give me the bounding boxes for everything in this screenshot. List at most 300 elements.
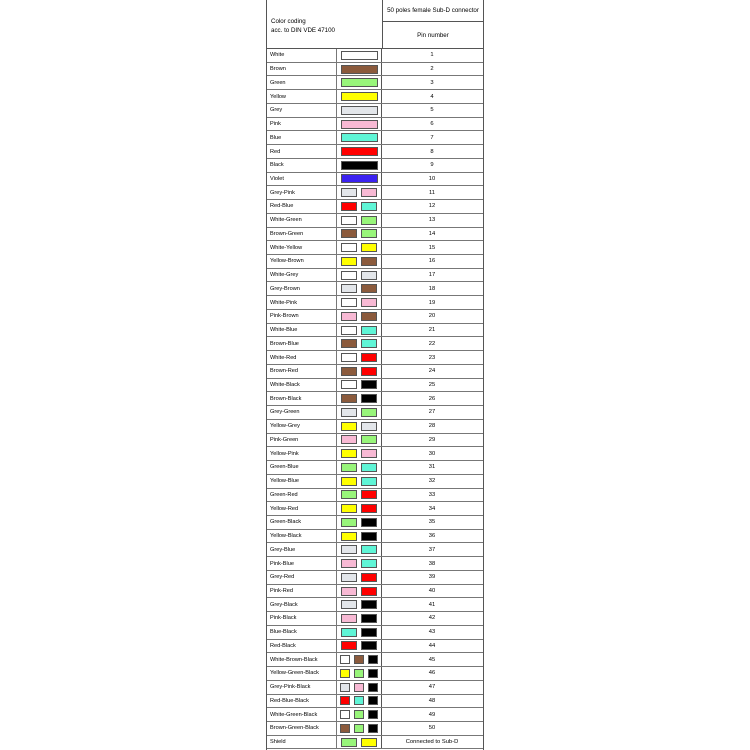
table-header (267, 0, 483, 49)
color-swatch (341, 51, 378, 60)
color-swatch-cell (337, 516, 382, 529)
color-swatch (341, 573, 357, 582)
pin-number: 34 (428, 505, 436, 512)
color-swatch (340, 655, 350, 664)
table-row (267, 708, 483, 722)
color-swatch-cell (337, 489, 382, 502)
color-swatch (354, 683, 364, 692)
pin-number: 37 (428, 546, 436, 553)
color-swatch-cell (337, 585, 382, 598)
color-swatch (361, 587, 377, 596)
color-swatch (341, 738, 357, 747)
pin-number-heading: Pin number (417, 31, 449, 39)
color-swatch (368, 710, 378, 719)
color-swatch (361, 229, 377, 238)
color-swatch-cell (337, 310, 382, 323)
color-swatch (341, 202, 357, 211)
color-swatch (361, 202, 377, 211)
table-row (267, 173, 483, 187)
color-swatch (361, 312, 377, 321)
color-swatch (341, 229, 357, 238)
color-swatch (341, 326, 357, 335)
connector-heading: 50 poles female Sub-D connector (383, 0, 483, 22)
pin-number: 31 (428, 464, 436, 471)
table-row (267, 722, 483, 736)
pin-number: 17 (428, 272, 436, 279)
color-swatch (354, 669, 364, 678)
table-row (267, 200, 483, 214)
color-swatch-cell (337, 63, 382, 76)
table-row (267, 612, 483, 626)
pin-number: 18 (428, 285, 436, 292)
table-row (267, 489, 483, 503)
color-swatch-cell (337, 681, 382, 694)
color-swatch-cell (337, 461, 382, 474)
color-name: Brown-Green (267, 228, 337, 241)
color-swatch (341, 394, 357, 403)
color-coding-heading-line2: acc. to DIN VDE 47100 (271, 27, 335, 34)
color-swatch (340, 710, 350, 719)
color-name: Green-Black (267, 516, 337, 529)
pin-number: 19 (428, 299, 436, 306)
color-name: Green-Blue (267, 461, 337, 474)
color-swatch (341, 65, 378, 74)
color-swatch (341, 106, 378, 115)
color-name: Yellow-Blue (267, 475, 337, 488)
color-swatch (341, 449, 357, 458)
color-swatch (341, 147, 378, 156)
color-swatch (361, 422, 377, 431)
table-row (267, 310, 483, 324)
table-row (267, 695, 483, 709)
color-name: Grey (267, 104, 337, 117)
color-swatch (368, 655, 378, 664)
pin-number: 20 (428, 313, 436, 320)
color-swatch-cell (337, 76, 382, 89)
color-swatch (361, 394, 377, 403)
color-name: Pink-Green (267, 434, 337, 447)
pin-number: 41 (428, 601, 436, 608)
color-swatch (341, 435, 357, 444)
color-swatch-cell (337, 351, 382, 364)
pin-number: 38 (428, 560, 436, 567)
color-name: White-Green-Black (267, 708, 337, 721)
table-row (267, 571, 483, 585)
color-name: Yellow (267, 90, 337, 103)
color-swatch-cell (337, 228, 382, 241)
color-name: Grey-Brown (267, 282, 337, 295)
table-row (267, 736, 483, 750)
pin-number: 21 (428, 327, 436, 334)
table-row (267, 653, 483, 667)
color-name: Yellow-Grey (267, 420, 337, 433)
color-swatch (341, 628, 357, 637)
color-swatch (361, 641, 377, 650)
color-swatch (361, 490, 377, 499)
pin-number: 7 (430, 134, 434, 141)
color-coding-table (266, 0, 484, 750)
color-name: Red-Black (267, 640, 337, 653)
color-name: Grey-Red (267, 571, 337, 584)
table-row (267, 90, 483, 104)
color-swatch-cell (337, 640, 382, 653)
table-row (267, 76, 483, 90)
color-swatch (361, 545, 377, 554)
color-swatch (361, 614, 377, 623)
color-swatch-cell (337, 131, 382, 144)
color-name: White (267, 49, 337, 62)
pin-number: 12 (428, 203, 436, 210)
color-swatch-cell (337, 118, 382, 131)
color-swatch (361, 326, 377, 335)
color-swatch-cell (337, 159, 382, 172)
table-row (267, 186, 483, 200)
color-swatch-cell (337, 214, 382, 227)
color-swatch (361, 243, 377, 252)
color-swatch-cell (337, 269, 382, 282)
color-swatch-cell (337, 722, 382, 735)
color-swatch-cell (337, 543, 382, 556)
color-swatch (341, 243, 357, 252)
pin-number: 40 (428, 588, 436, 594)
color-name: White-Pink (267, 296, 337, 309)
table-row (267, 667, 483, 681)
pin-number: 29 (428, 436, 436, 443)
color-swatch (361, 600, 377, 609)
pin-number: 4 (430, 93, 434, 100)
color-swatch (340, 683, 350, 692)
color-swatch (341, 78, 378, 87)
color-swatch-cell (337, 598, 382, 611)
table-row (267, 282, 483, 296)
pin-number: 9 (430, 162, 434, 169)
table-row (267, 63, 483, 77)
table-row (267, 118, 483, 132)
color-swatch-cell (337, 337, 382, 350)
color-swatch (368, 683, 378, 692)
color-name: Yellow-Green-Black (267, 667, 337, 680)
color-swatch (341, 559, 357, 568)
table-row (267, 640, 483, 654)
table-row (267, 159, 483, 173)
table-row (267, 475, 483, 489)
color-swatch (368, 669, 378, 678)
color-swatch (341, 380, 357, 389)
pin-number: 10 (428, 175, 436, 182)
table-row (267, 324, 483, 338)
pin-number: 14 (428, 230, 436, 237)
table-row (267, 145, 483, 159)
color-name: Brown-Blue (267, 337, 337, 350)
table-row (267, 228, 483, 242)
pin-number: 2 (430, 66, 434, 73)
pin-number: 30 (428, 450, 436, 457)
color-name: Green-Red (267, 489, 337, 502)
color-swatch (361, 284, 377, 293)
pin-number: 27 (428, 409, 436, 416)
pin-number: 23 (428, 354, 436, 361)
color-swatch-cell (337, 186, 382, 199)
color-swatch-cell (337, 530, 382, 543)
pin-number: 24 (428, 368, 436, 375)
color-name: Violet (267, 173, 337, 186)
color-swatch (341, 188, 357, 197)
color-swatch (341, 463, 357, 472)
color-name: Pink-Blue (267, 557, 337, 570)
color-swatch (361, 449, 377, 458)
color-swatch (341, 587, 357, 596)
table-row (267, 626, 483, 640)
color-swatch (361, 573, 377, 582)
color-swatch (361, 339, 377, 348)
color-swatch (341, 339, 357, 348)
table-row (267, 49, 483, 63)
table-row (267, 681, 483, 695)
color-swatch (361, 298, 377, 307)
table-row (267, 447, 483, 461)
color-swatch-cell (337, 104, 382, 117)
table-row (267, 269, 483, 283)
color-swatch (341, 600, 357, 609)
pin-number: 1 (430, 52, 434, 59)
color-swatch (354, 655, 364, 664)
color-swatch (341, 174, 378, 183)
color-swatch-cell (337, 420, 382, 433)
table-row (267, 255, 483, 269)
table-row (267, 392, 483, 406)
color-name: Pink-Red (267, 585, 337, 598)
color-swatch (361, 257, 377, 266)
color-swatch (341, 271, 357, 280)
table-row (267, 131, 483, 145)
pin-number: 45 (428, 656, 436, 663)
color-swatch (341, 408, 357, 417)
color-coding-heading (271, 17, 335, 35)
color-swatch (361, 477, 377, 486)
color-name: Red-Blue (267, 200, 337, 213)
color-swatch (340, 669, 350, 678)
color-swatch (341, 92, 378, 101)
color-swatch (341, 518, 357, 527)
pin-number: 28 (428, 423, 436, 430)
color-swatch-cell (337, 475, 382, 488)
color-name: White-Green (267, 214, 337, 227)
color-swatch (341, 298, 357, 307)
color-swatch (361, 188, 377, 197)
color-swatch (361, 216, 377, 225)
color-swatch (361, 271, 377, 280)
color-name: Grey-Pink-Black (267, 681, 337, 694)
color-swatch (341, 532, 357, 541)
color-swatch (361, 738, 377, 747)
table-row (267, 434, 483, 448)
color-name: Shield (267, 736, 337, 749)
table-row (267, 379, 483, 393)
color-name: Blue (267, 131, 337, 144)
color-swatch (361, 532, 377, 541)
pin-number: 11 (428, 189, 436, 196)
color-coding-heading-line1: Color coding (271, 18, 306, 25)
color-swatch-cell (337, 447, 382, 460)
color-name: Yellow-Red (267, 502, 337, 515)
color-swatch (341, 133, 378, 142)
color-swatch-cell (337, 365, 382, 378)
color-swatch (361, 367, 377, 376)
color-swatch-cell (337, 571, 382, 584)
color-swatch (354, 724, 364, 733)
color-swatch-cell (337, 406, 382, 419)
color-swatch-cell (337, 241, 382, 254)
pin-number: 6 (430, 121, 434, 128)
color-name: White-Yellow (267, 241, 337, 254)
color-coding-header-cell (267, 0, 383, 48)
color-swatch (368, 724, 378, 733)
color-swatch (341, 216, 357, 225)
color-swatch-cell (337, 557, 382, 570)
color-swatch-cell (337, 626, 382, 639)
table-row (267, 104, 483, 118)
table-row (267, 337, 483, 351)
color-name: Blue-Black (267, 626, 337, 639)
color-swatch (341, 504, 357, 513)
color-swatch-cell (337, 173, 382, 186)
color-swatch-cell (337, 708, 382, 721)
color-name: Black (267, 159, 337, 172)
color-name: Grey-Black (267, 598, 337, 611)
pin-number: 42 (428, 615, 436, 622)
color-swatch-cell (337, 255, 382, 268)
pin-number: 35 (428, 519, 436, 526)
color-name: White-Brown-Black (267, 653, 337, 666)
pin-number: 25 (428, 381, 436, 388)
color-swatch-cell (337, 667, 382, 680)
table-row (267, 461, 483, 475)
pin-number: 8 (430, 148, 434, 155)
table-row (267, 296, 483, 310)
color-name: Yellow-Black (267, 530, 337, 543)
pin-number: 15 (428, 244, 436, 251)
color-name: White-Black (267, 379, 337, 392)
color-name: White-Blue (267, 324, 337, 337)
table-row (267, 585, 483, 599)
color-name: Red-Blue-Black (267, 695, 337, 708)
table-row (267, 406, 483, 420)
color-swatch-cell (337, 296, 382, 309)
color-swatch (341, 161, 378, 170)
color-swatch (341, 284, 357, 293)
table-row (267, 351, 483, 365)
color-name: Yellow-Pink (267, 447, 337, 460)
pin-number: 13 (428, 217, 436, 224)
pin-number: 3 (430, 79, 434, 86)
color-swatch-cell (337, 434, 382, 447)
color-swatch (361, 353, 377, 362)
color-swatch (341, 312, 357, 321)
color-name: White-Red (267, 351, 337, 364)
color-name: White-Grey (267, 269, 337, 282)
color-name: Brown-Red (267, 365, 337, 378)
color-swatch (354, 696, 364, 705)
color-swatch (340, 696, 350, 705)
color-name: Pink (267, 118, 337, 131)
pin-number: 48 (428, 697, 436, 704)
table-row (267, 530, 483, 544)
color-name: Pink-Brown (267, 310, 337, 323)
color-swatch-cell (337, 282, 382, 295)
table-row (267, 214, 483, 228)
color-swatch (341, 367, 357, 376)
color-swatch-cell (337, 695, 382, 708)
pin-number: 39 (428, 574, 436, 581)
pin-number: 16 (428, 258, 436, 265)
table-row (267, 241, 483, 255)
pin-number: Connected to Sub-D (405, 739, 459, 746)
pin-number: 49 (428, 711, 436, 718)
color-swatch (361, 435, 377, 444)
color-swatch (361, 408, 377, 417)
color-swatch-cell (337, 736, 382, 749)
color-swatch (361, 518, 377, 527)
color-swatch-cell (337, 502, 382, 515)
color-swatch-cell (337, 324, 382, 337)
color-name: Grey-Blue (267, 543, 337, 556)
color-swatch-cell (337, 612, 382, 625)
table-row (267, 557, 483, 571)
color-swatch (361, 504, 377, 513)
color-name: Pink-Black (267, 612, 337, 625)
color-name: Yellow-Brown (267, 255, 337, 268)
color-swatch (341, 490, 357, 499)
pin-number: 43 (428, 629, 436, 636)
color-swatch (341, 257, 357, 266)
color-name: Brown-Black (267, 392, 337, 405)
pin-number: 33 (428, 491, 436, 498)
table-row (267, 543, 483, 557)
color-swatch (341, 422, 357, 431)
color-swatch (368, 696, 378, 705)
pin-number: 47 (428, 684, 436, 691)
color-name: Brown (267, 63, 337, 76)
table-row (267, 516, 483, 530)
pin-number: 26 (428, 395, 436, 402)
color-swatch (341, 353, 357, 362)
color-swatch (361, 628, 377, 637)
color-name: Grey-Green (267, 406, 337, 419)
pin-number: 50 (428, 725, 436, 732)
table-row (267, 365, 483, 379)
pin-number: 46 (428, 670, 436, 677)
color-swatch-cell (337, 49, 382, 62)
table-row (267, 420, 483, 434)
pin-number: 22 (428, 340, 436, 347)
color-swatch-cell (337, 145, 382, 158)
color-swatch (340, 724, 350, 733)
table-row (267, 598, 483, 612)
color-swatch-cell (337, 200, 382, 213)
pin-number: 36 (428, 533, 436, 540)
color-name: Grey-Pink (267, 186, 337, 199)
color-name: Red (267, 145, 337, 158)
color-swatch-cell (337, 379, 382, 392)
color-swatch-cell (337, 90, 382, 103)
pin-number: 44 (428, 642, 436, 649)
color-swatch (341, 477, 357, 486)
color-name: Green (267, 76, 337, 89)
connector-header-cell (383, 0, 483, 48)
color-swatch (341, 120, 378, 129)
table-body (267, 49, 483, 749)
color-name: Brown-Green-Black (267, 722, 337, 735)
